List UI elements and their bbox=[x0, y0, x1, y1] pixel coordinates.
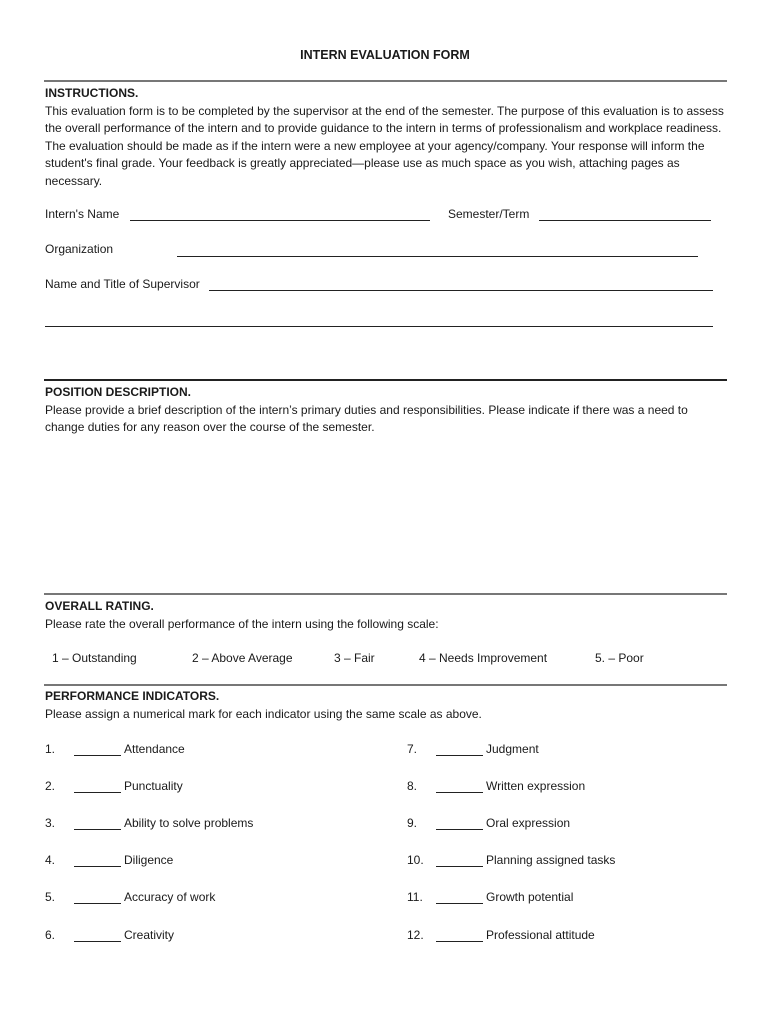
indicator-mark-field[interactable] bbox=[436, 903, 483, 904]
organization-label: Organization bbox=[45, 242, 114, 256]
performance-indicators-heading: PERFORMANCE INDICATORS. bbox=[45, 689, 220, 703]
semester-term-field[interactable] bbox=[539, 220, 711, 221]
section-divider bbox=[44, 80, 727, 82]
intern-name-label: Intern's Name bbox=[45, 207, 120, 221]
indicator-mark-field[interactable] bbox=[436, 792, 483, 793]
position-description-area[interactable] bbox=[45, 440, 727, 588]
intern-name-field[interactable] bbox=[130, 220, 430, 221]
section-divider bbox=[44, 684, 727, 686]
semester-term-label: Semester/Term bbox=[448, 207, 530, 221]
indicator-mark-field[interactable] bbox=[74, 829, 121, 830]
scale-above-average: 2 – Above Average bbox=[192, 651, 293, 665]
section-divider bbox=[44, 593, 727, 595]
scale-poor: 5. – Poor bbox=[595, 651, 644, 665]
position-description-text: Please provide a brief description of the intern’s primary duties and responsibilities. Please indicate if there was a need to change duties for any reason over the course of the semester. bbox=[45, 403, 688, 435]
indicator-mark-field[interactable] bbox=[74, 755, 121, 756]
indicator-mark-field[interactable] bbox=[74, 941, 121, 942]
supervisor-label: Name and Title of Supervisor bbox=[45, 277, 200, 291]
indicator-mark-field[interactable] bbox=[74, 792, 121, 793]
scale-outstanding: 1 – Outstanding bbox=[52, 651, 137, 665]
instructions-text: This evaluation form is to be completed by the supervisor at the end of the semester. The purpose of this evaluation is to assess the overall performance of the intern and to provide guidance to the intern in terms of professionalism and workplace readiness. The evaluation should be made as if the intern were a new employee at your agency/company. Your response will inform the student's final grade. Your feedback is greatly appreciated—please use as much space as you wish, attaching pages as necessary. bbox=[45, 104, 724, 188]
form-title: INTERN EVALUATION FORM bbox=[300, 48, 470, 62]
position-description-heading: POSITION DESCRIPTION. bbox=[45, 385, 192, 399]
organization-field[interactable] bbox=[177, 256, 698, 257]
indicator-mark-field[interactable] bbox=[436, 829, 483, 830]
section-divider bbox=[44, 379, 727, 381]
scale-fair: 3 – Fair bbox=[334, 651, 375, 665]
scale-needs-improvement: 4 – Needs Improvement bbox=[419, 651, 548, 665]
overall-rating-text: Please rate the overall performance of the intern using the following scale: bbox=[45, 617, 439, 631]
evaluation-form-page: INTERN EVALUATION FORM INSTRUCTIONS. This evaluation form is to be completed by the supervisor at the end of the semester. The purpose of this evaluation is to assess the overall performance of the intern and to provide guidance to the intern in terms of professionalism and workplace readiness. The evaluation should be made as if the intern were a new employee at your agency/company. Your response will inform the student's final grade. Your feedback is greatly appreciated—please use as much space as you wish, attaching pages as necessary. Intern's Name Semester/Term Organization Name and Title of Supervisor POSITION DESCRIPTION. Please provide a brief description of the intern’s primary duties and responsibilities. Please indicate if there was a need to change duties for any reason over the course of the semester. OVERALL RATING. Please rate the overall performance of the intern using the following scale: 1 – Outstanding 2 – Above Average 3 – Fair 4 – Needs Improvement 5. – Poor PERFORMANCE INDICATORS. Please assign a numerical mark for each indicator using the same scale as above. 1. Attendance 2. Punctuality 3. Ability to solve problems 4. Diligence 5. Accuracy of work 6. Creativity 7. Judgment 8. Written expression 9. Oral expression 10. Planning assigned tasks 11. Growth potential 12. Professional attitude bbox=[0, 0, 770, 1024]
instructions-heading: INSTRUCTIONS. bbox=[45, 86, 139, 100]
indicator-mark-field[interactable] bbox=[74, 903, 121, 904]
indicator-mark-field[interactable] bbox=[436, 755, 483, 756]
indicator-mark-field[interactable] bbox=[74, 866, 121, 867]
performance-indicators-text: Please assign a numerical mark for each indicator using the same scale as above. bbox=[45, 707, 482, 721]
supervisor-field-continued[interactable] bbox=[45, 326, 713, 327]
indicator-mark-field[interactable] bbox=[436, 941, 483, 942]
supervisor-field[interactable] bbox=[209, 290, 713, 291]
indicator-mark-field[interactable] bbox=[436, 866, 483, 867]
overall-rating-heading: OVERALL RATING. bbox=[45, 599, 154, 613]
